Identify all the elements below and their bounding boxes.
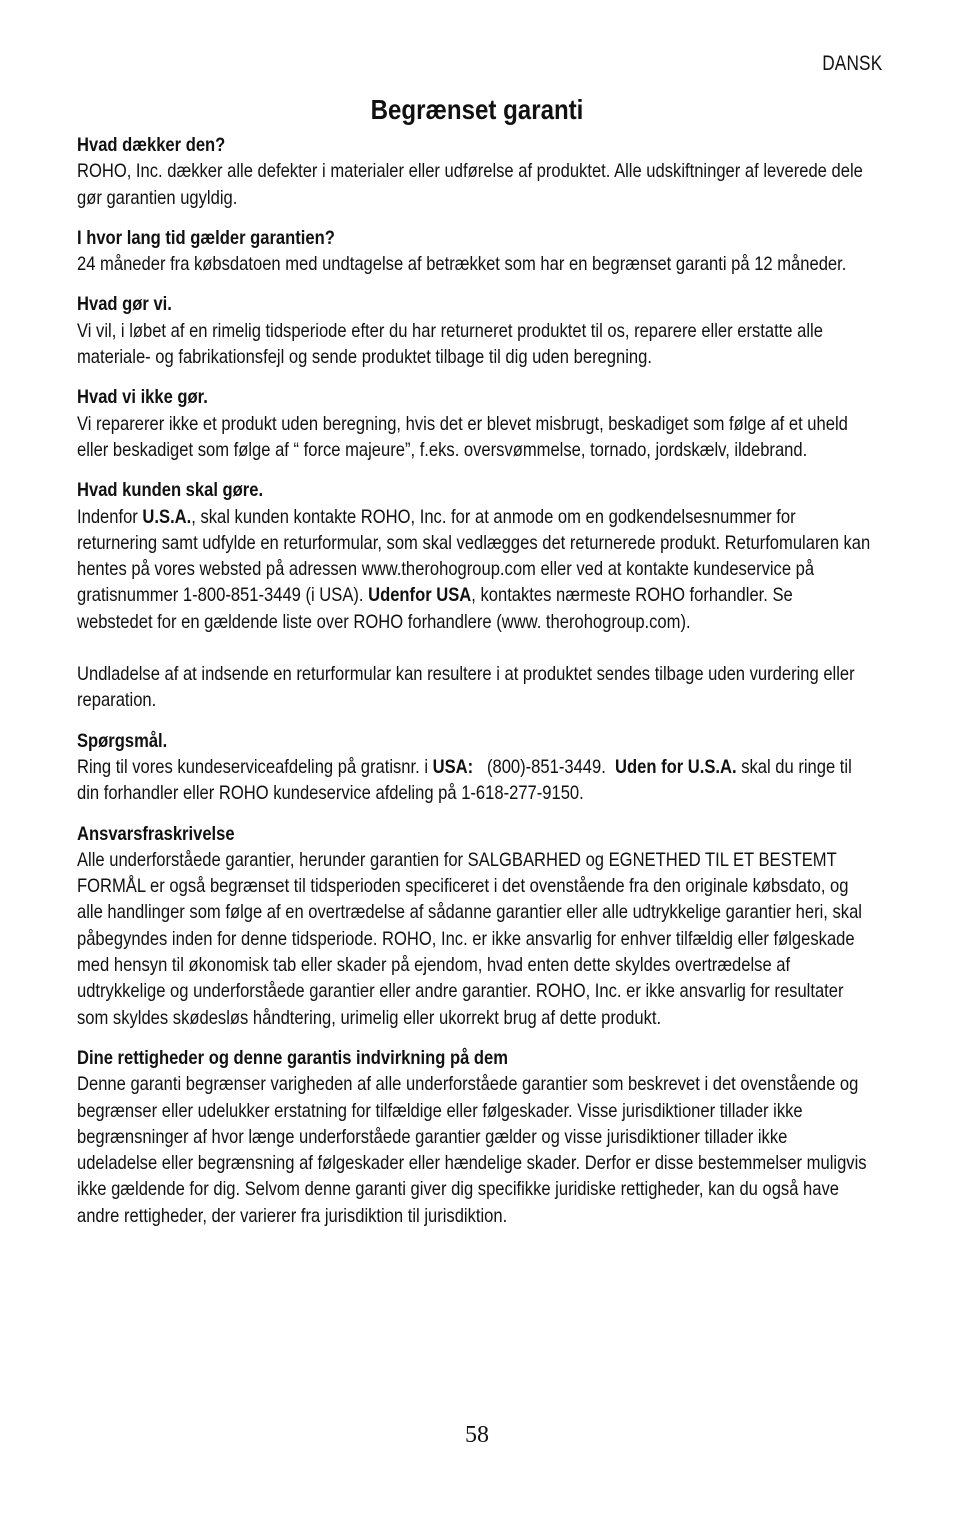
section-heading: Ansvarsfraskrivelse [77, 822, 235, 845]
section-heading: Dine rettigheder og denne garantis indvirkning på dem [77, 1046, 509, 1069]
body-text-bold: Uden for U.S.A. [615, 755, 737, 778]
section-body: Vi reparerer ikke et produkt uden beregning, hvis det er blevet misbrugt, beskadiget som følge af et uheld eller beskadiget som følge af “ force majeure”, f.eks. oversvømmelse, tornado, jordskælv, ildebrand. [77, 412, 848, 461]
section-body [77, 504, 872, 635]
section-customer-duties [77, 477, 872, 713]
section-questions [77, 728, 872, 807]
body-text: (800)-851-3449. [473, 755, 616, 778]
section-what-we-dont-do [77, 384, 872, 463]
section-heading: Hvad kunden skal gøre. [77, 479, 264, 502]
body-text-bold: Udenfor USA [368, 584, 472, 607]
body-text: Indenfor [77, 505, 143, 528]
section-coverage [77, 132, 872, 211]
body-text: , skal kunden kontakte ROHO, Inc. for at anmode om en godkendelsesnummer for returnering samt udfylde en returformular, som skal vedlægges det returnerede produkt. Returfomularen kan hentes på vores websted på adressen www.therohogroup.com eller ved at kontakte kundeservice på gratisnummer 1-800-851-3449 (i USA). [77, 505, 871, 607]
section-body: 24 måneder fra købsdatoen med undtagelse af betrækket som har en begrænset garanti på 12 måneder. [77, 253, 847, 276]
language-label: DANSK [821, 52, 882, 75]
body-text: , kontaktes nærmeste ROHO forhandler. Se webstedet for en gældende liste over ROHO forhandlere (www. therohogroup.com). [77, 584, 793, 633]
page-title: Begrænset garanti [370, 94, 584, 125]
body-text: Ring til vores kundeserviceafdeling på gratisnr. i [77, 755, 433, 778]
section-heading: Spørgsmål. [77, 729, 168, 752]
body-text: skal du ringe til din forhandler eller ROHO kundeservice afdeling på 1-618-277-9150. [77, 755, 852, 805]
section-heading: Hvad gør vi. [77, 293, 172, 316]
section-body [77, 754, 872, 807]
section-heading: Hvad dækker den? [77, 134, 226, 156]
section-duration [77, 225, 872, 278]
section-body: ROHO, Inc. dækker alle defekter i materialer eller udførelse af produktet. Alle udskiftninger af leverede dele gør garantien ugyldig. [77, 160, 863, 209]
section-body: Denne garanti begrænser varigheden af alle underforståede garantier som beskrevet i det ovenstående og begrænser eller udelukker erstatning for tilfældige eller følgeskader. Visse jurisdiktioner tillader ikke begrænsninger af hvor længe underforståede garantier gælder og visse jurisdiktioner tillader ikke udeladelse eller begrænsning af følgeskader eller hændelige skader. Derfor er disse bestemmelser muligvis ikke gældende for dig. Selvom denne garanti giver dig specifikke juridiske rettigheder, kan du også have andre rettigheder, der varierer fra jurisdiktion til jurisdiktion. [77, 1073, 867, 1227]
section-body: Undladelse af at indsende en returformular kan resultere i at produktet sendes tilbage uden vurdering eller reparation. [77, 663, 855, 712]
body-text-bold: USA: [432, 755, 474, 778]
section-body: Vi vil, i løbet af en rimelig tidsperiode efter du har returneret produktet til os, reparere eller erstatte alle materiale- og fabrikationsfejl og sende produktet tilbage til dig uden beregning. [77, 319, 823, 369]
body-text-bold: U.S.A. [142, 505, 192, 528]
section-what-we-do [77, 291, 872, 370]
page-number: 58 [465, 1422, 489, 1448]
section-heading: I hvor lang tid gælder garantien? [77, 226, 335, 249]
section-your-rights [77, 1045, 872, 1229]
section-heading: Hvad vi ikke gør. [77, 386, 208, 409]
section-disclaimer [77, 821, 872, 1031]
section-body: Alle underforståede garantier, herunder garantien for SALGBARHED og EGNETHED TIL ET BESTEMT FORMÅL er også begrænset til tidsperioden specificeret i det ovenstående fra den originale købsdato, og alle handlinger som følge af en overtrædelse af sådanne garantier eller alle udtrykkelige garantier heri, skal påbegyndes inden for denne tidsperiode. ROHO, Inc. er ikke ansvarlig for enhver tilfældig eller følgeskade med hensyn til økonomisk tab eller skader på ejendom, hvad enten dette skyldes overtrædelse af udtrykkelige og underforståede garantier eller andre garantier. ROHO, Inc. er ikke ansvarlig for resultater som skyldes skødesløs håndtering, urimelig eller ukorrekt brug af dette produkt. [77, 848, 862, 1029]
warranty-content [77, 132, 872, 1243]
